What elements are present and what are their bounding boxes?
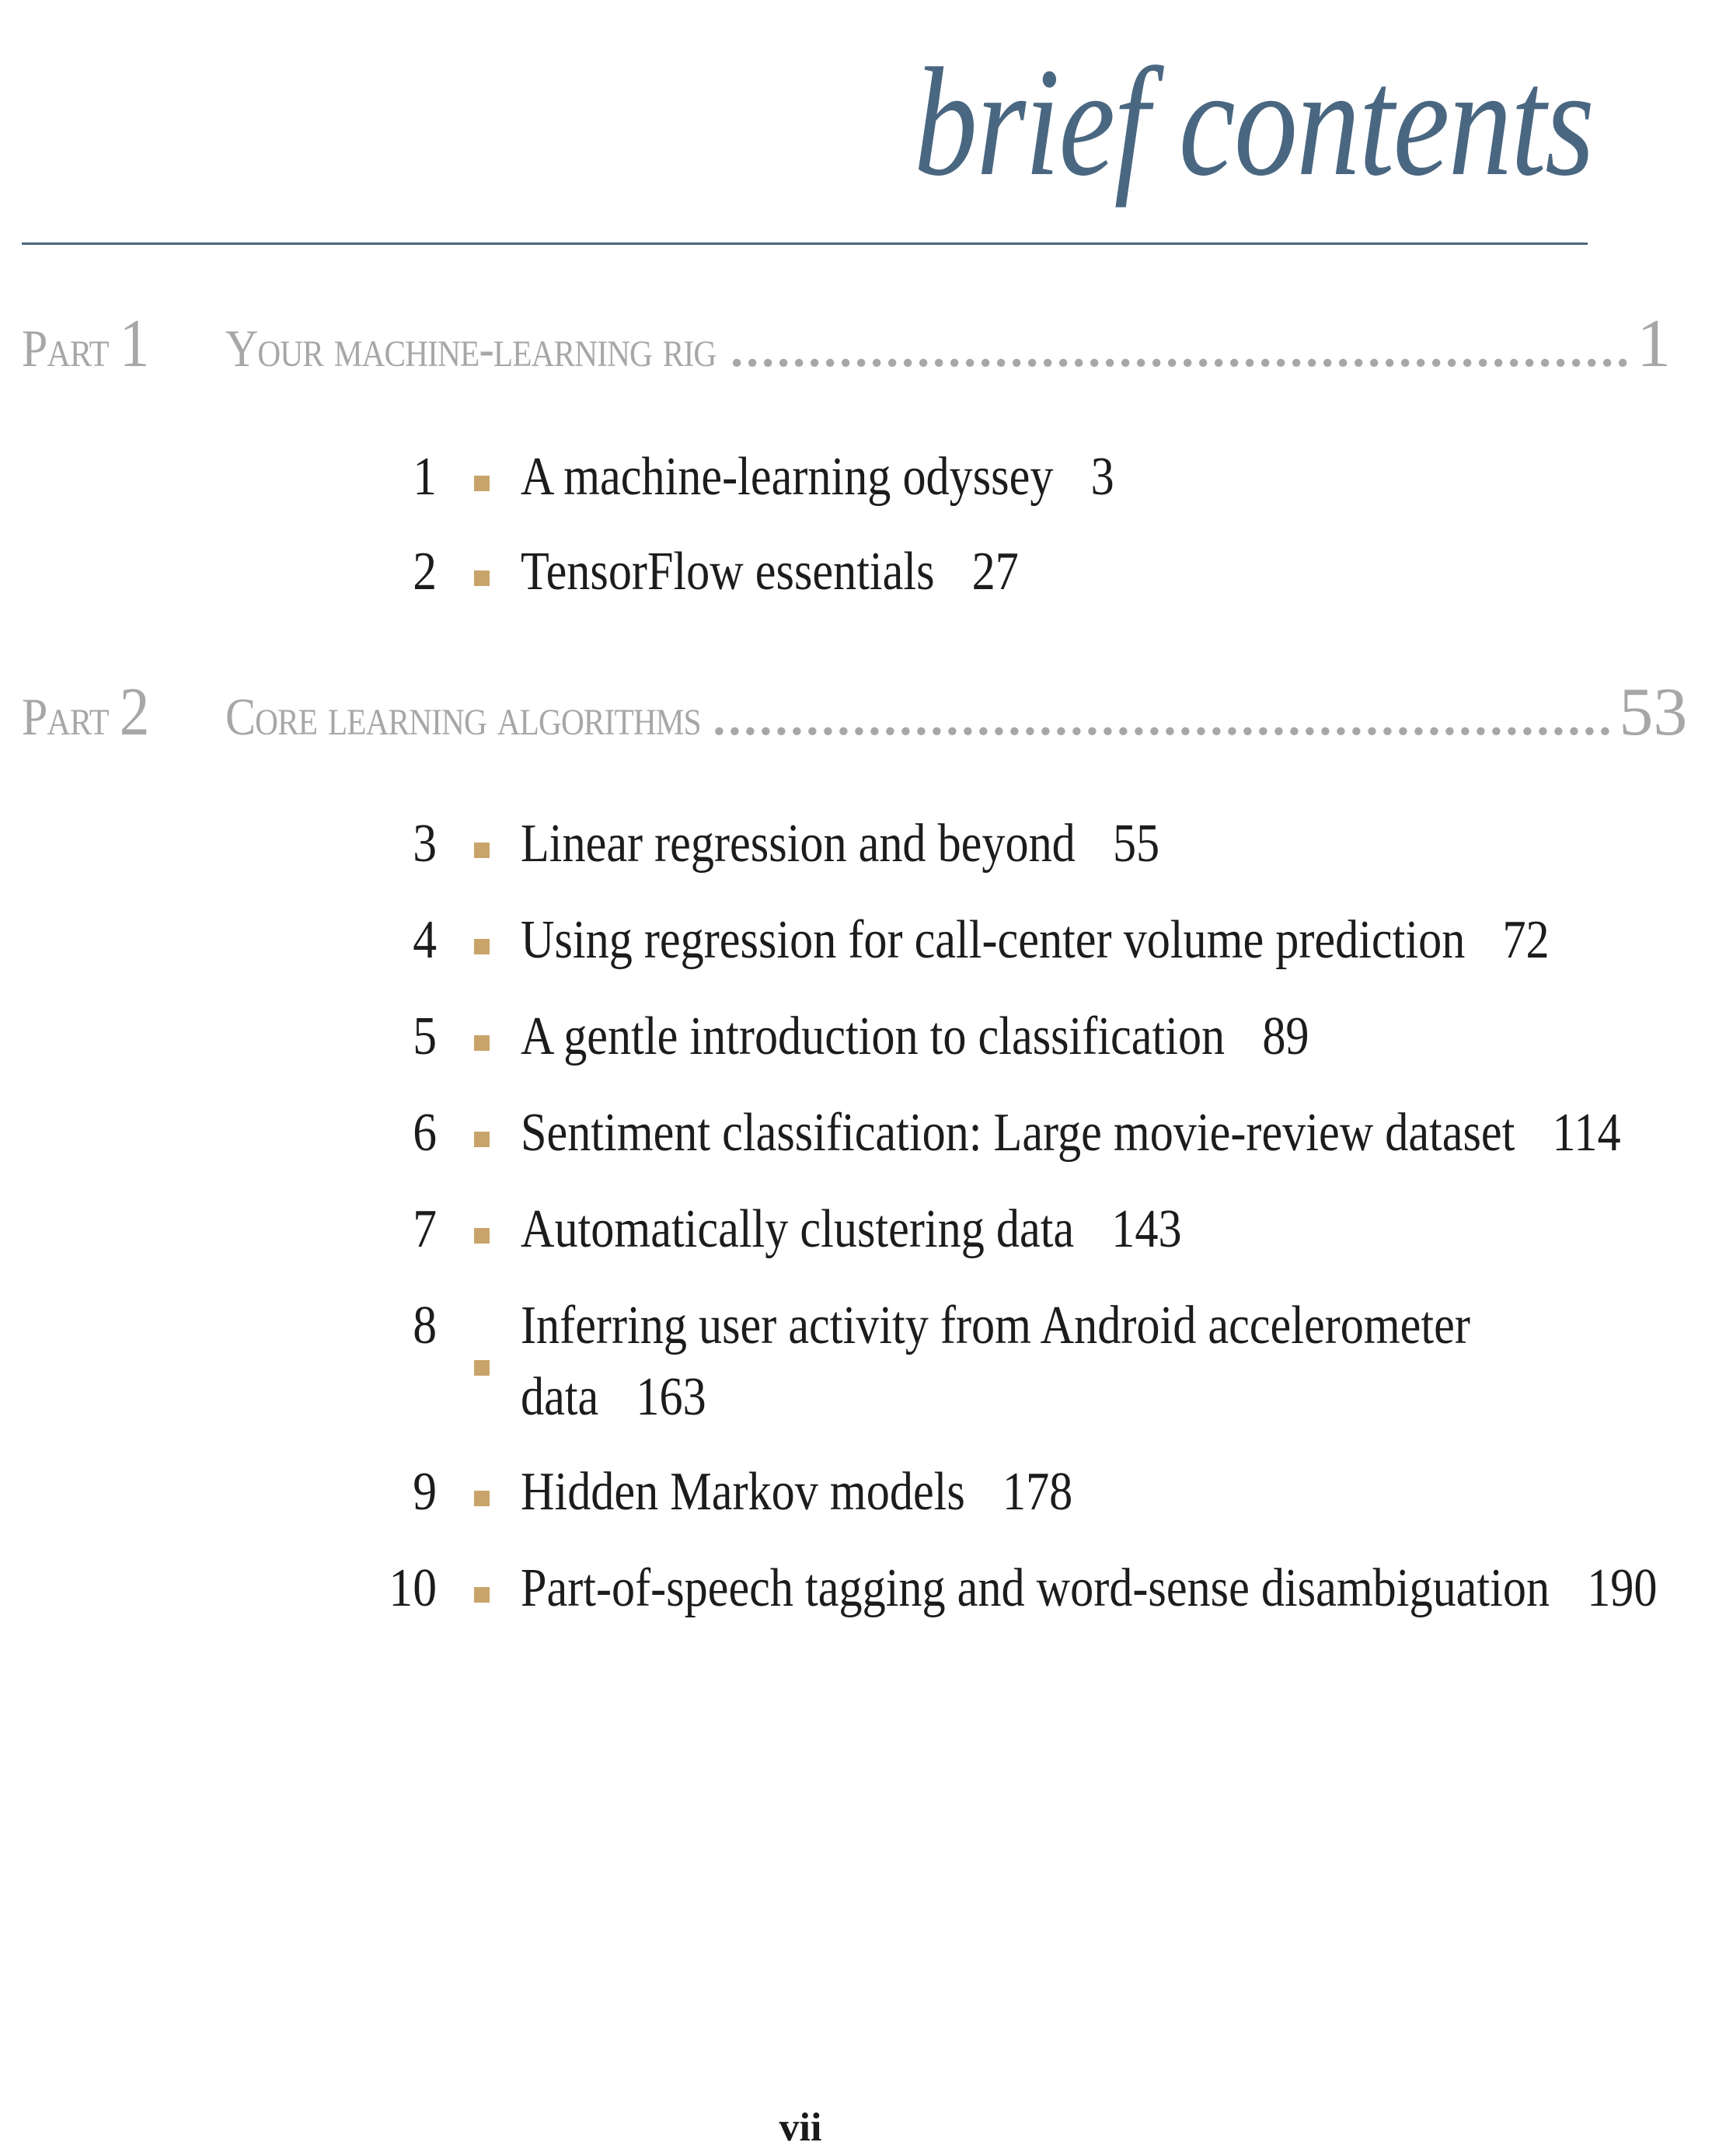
title-rule: [22, 242, 1588, 245]
square-bullet-icon: [474, 476, 490, 491]
chapter-number: 6: [413, 1103, 437, 1163]
chapter-page-number: 163: [636, 1367, 706, 1427]
part-heading-1[interactable]: [22, 305, 1672, 390]
part-title: Your machine-learning rig: [225, 319, 717, 378]
part-label-number: 2: [119, 675, 149, 750]
chapter-title: Hidden Markov models: [521, 1462, 965, 1522]
square-bullet-icon: [474, 1228, 490, 1244]
chapter-number: 8: [413, 1296, 437, 1355]
chapter-body: [521, 1194, 1443, 1265]
chapter-body: [521, 441, 1443, 513]
chapter-page-number: 55: [1112, 814, 1160, 874]
part-page-number: 53: [1619, 675, 1688, 750]
square-bullet-icon: [474, 570, 490, 586]
chapter-body: [521, 1001, 1443, 1073]
chapter-number: 3: [413, 814, 437, 874]
chapter-number: 4: [413, 910, 437, 970]
page-title: brief contents: [913, 37, 1593, 208]
chapter-entry-6[interactable]: [365, 1097, 1621, 1169]
chapter-title: Part-of-speech tagging and word-sense disambiguation: [521, 1558, 1550, 1618]
chapter-entry-1[interactable]: [365, 441, 1593, 513]
chapter-title-line-1: Inferring user activity from Android accelerometer: [521, 1296, 1470, 1355]
chapter-body: [521, 1097, 1621, 1169]
chapter-body: [521, 536, 1443, 608]
part-label-word: Part: [22, 319, 109, 378]
chapter-entry-5[interactable]: [365, 1001, 1593, 1073]
chapter-body: [521, 808, 1443, 880]
part-label-word: Part: [22, 687, 109, 746]
chapter-number: 2: [413, 542, 437, 602]
chapter-entry-10[interactable]: [365, 1553, 1658, 1624]
chapter-number: 1: [413, 447, 437, 507]
chapter-page-number: 114: [1552, 1103, 1621, 1163]
square-bullet-icon: [474, 1360, 490, 1376]
chapter-number: 9: [413, 1462, 437, 1522]
chapter-entry-8[interactable]: [365, 1290, 1593, 1433]
chapter-number: 7: [413, 1199, 437, 1259]
part-label: [22, 673, 201, 752]
chapter-page-number: 178: [1002, 1462, 1073, 1522]
chapter-title: TensorFlow essentials: [521, 542, 935, 602]
dot-leader: ..........................................................: [730, 322, 1633, 377]
chapter-entry-4[interactable]: [365, 905, 1593, 976]
page-number-folio: vii: [779, 2105, 822, 2150]
chapter-body: [521, 905, 1550, 976]
chapter-number: 5: [413, 1006, 437, 1066]
part-title: Core learning algorithms: [225, 687, 701, 746]
chapter-page-number: 143: [1111, 1199, 1182, 1259]
chapter-entry-7[interactable]: [365, 1194, 1593, 1265]
square-bullet-icon: [474, 1491, 490, 1506]
chapter-title: Linear regression and beyond: [521, 814, 1076, 874]
part-heading-2[interactable]: [22, 673, 1688, 759]
dot-leader: ..........................................................: [713, 690, 1615, 745]
chapter-body: [521, 1457, 1443, 1528]
chapter-page-number: 190: [1587, 1558, 1658, 1618]
chapter-page-number: 27: [971, 542, 1019, 602]
chapter-body: [521, 1290, 1470, 1433]
chapter-page-number: 3: [1090, 447, 1114, 507]
chapter-entry-2[interactable]: [365, 536, 1593, 608]
square-bullet-icon: [474, 843, 490, 858]
part-label-number: 1: [119, 306, 149, 382]
chapter-title: Sentiment classification: Large movie-review dataset: [521, 1103, 1515, 1163]
chapter-page-number: 72: [1502, 910, 1550, 970]
chapter-page-number: 89: [1262, 1006, 1309, 1066]
chapter-title: Using regression for call-center volume prediction: [521, 910, 1466, 970]
chapter-title: A gentle introduction to classification: [521, 1006, 1226, 1066]
chapter-title: Automatically clustering data: [521, 1199, 1075, 1259]
square-bullet-icon: [474, 1132, 490, 1147]
chapter-entry-9[interactable]: [365, 1457, 1593, 1528]
chapter-number: 10: [389, 1558, 437, 1618]
chapter-entry-3[interactable]: [365, 808, 1593, 880]
chapter-title: A machine-learning odyssey: [521, 447, 1054, 507]
part-page-number: 1: [1637, 306, 1672, 382]
chapter-body: [521, 1553, 1658, 1624]
chapter-title-line-2: data: [521, 1367, 599, 1427]
square-bullet-icon: [474, 939, 490, 954]
square-bullet-icon: [474, 1587, 490, 1603]
square-bullet-icon: [474, 1035, 490, 1051]
part-label: [22, 305, 201, 383]
